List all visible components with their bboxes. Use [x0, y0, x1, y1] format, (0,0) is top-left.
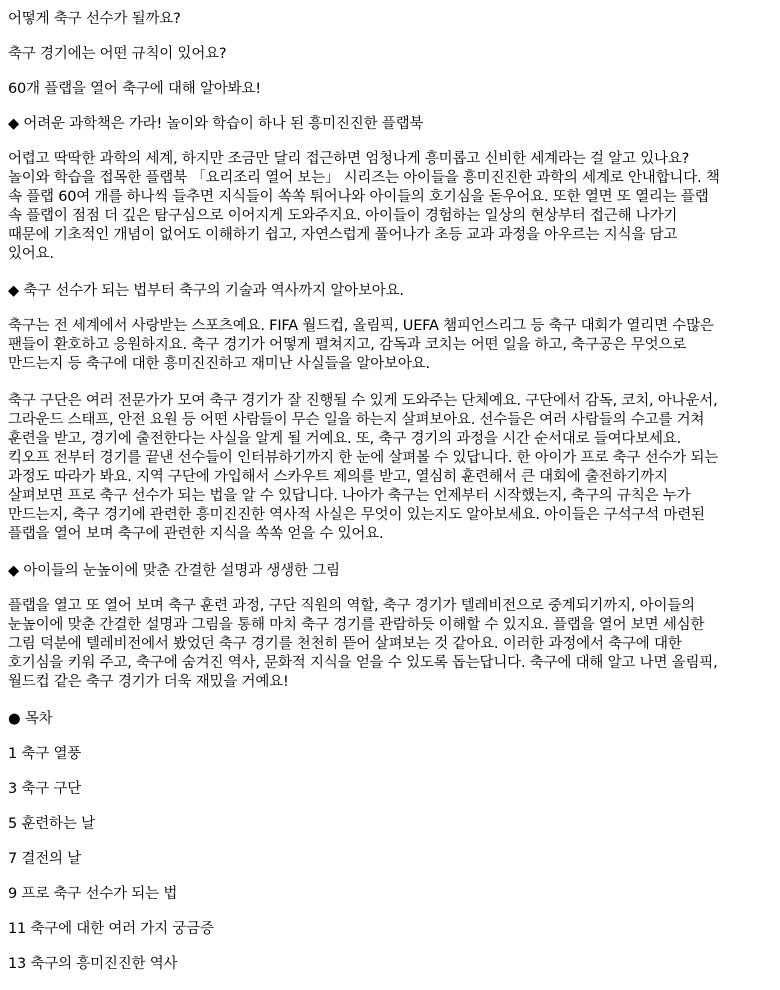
section-body-football-club: 축구 구단은 여러 전문가가 모여 축구 경기가 잘 진행될 수 있게 도와주는 단체예요. 구단에서 감독, 코치, 아나운서, 그라운드 스태프, 안전 요원 등 어떤 사람들이 무슨 일을 하는지 살펴보아요. 선수들은 여러 사람들의 수고를 거쳐 훈련을 받고, 경기에 출전한다는 사실을 알게 될 거예요. 또, 축구 경기의 과정을 시간 순서대로 들여다보세요. 킥오프 전부터 경기를 끝낸 선수들이 인터뷰하기까지 한 눈에 살펴볼 수 있답니다. 한 아이가 프로 축구 선수가 되는 과정도 따라가 봐요. 지역 구단에 가입해서 스카우트 제의를 받고, 열심히 훈련해서 큰 대회에 출전하기까지 살펴보면 프로 축구 선수가 되는 법을 알 수 있답니다. 나아가 축구는 언제부터 시작했는지, 축구의 규칙은 누가 만드는지, 축구 경기에 관련한 흥미진진한 역사적 사실은 무엇이 있는지도 알아보세요. 아이들은 구석구석 마련된 플랩을 열어 보며 축구에 관련한 지식을 쏙쏙 얻을 수 있어요.	[8, 393, 719, 542]
toc-heading: ● 목차	[8, 711, 53, 727]
toc-item: 5 훈련하는 날	[8, 816, 95, 832]
toc-list	[8, 745, 774, 974]
section-body-flapbook: 어렵고 딱딱한 과학의 세계, 하지만 조금만 달리 접근하면 엄청나게 흥미롭고 신비한 세계라는 걸 알고 있나요? 놀이와 학습을 접목한 플랩북 「요리조리 열어 보는」 시리즈는 아이들을 흥미진진한 과학의 세계로 안내합니다. 책 속 플랩 60여 개를 하나씩 들추면 지식들이 쏙쏙 튀어나와 아이들의 호기심을 돋우어요. 또한 열면 또 열리는 플랩 속 플랩이 점점 더 깊은 탐구심으로 이어지게 도와주지요. 아이들이 경험하는 일상의 현상부터 접근해 나가기 때문에 기초적인 개념이 없어도 이해하기 쉽고, 자연스럽게 풀어나가 초등 교과 과정을 아우르는 지식을 담고 있어요.	[8, 151, 720, 262]
toc-item: 7 결전의 날	[8, 851, 82, 867]
section-heading-flapbook: ◆ 어려운 과학책은 가라! 놀이와 학습이 하나 된 흥미진진한 플랩북	[8, 116, 424, 132]
section-body-illustrations: 플랩을 열고 또 열어 보며 축구 훈련 과정, 구단 직원의 역할, 축구 경기가 텔레비전으로 중계되기까지, 아이들의 눈높이에 맞춘 간결한 설명과 그림을 통해 마치 축구 경기를 관람하듯 이해할 수 있지요. 플랩을 열어 보면 세심한 그림 덕분에 텔레비전에서 봤었던 축구 경기를 천천히 뜯어 살펴보는 것 같아요. 이러한 과정에서 축구에 대한 호기심을 키워 주고, 축구에 숨겨진 역사, 문화적 지식을 얻을 수 있도록 돕는답니다. 축구에 대해 알고 나면 올림픽, 월드컵 같은 축구 경기가 더욱 재밌을 거예요!	[8, 598, 718, 690]
section-heading-football: ◆ 축구 선수가 되는 법부터 축구의 기술과 역사까지 알아보아요.	[8, 283, 404, 299]
toc-item: 1 축구 열풍	[8, 746, 82, 762]
intro-tagline: 60개 플랩을 열어 축구에 대해 알아봐요!	[8, 81, 261, 97]
intro-question-2: 축구 경기에는 어떤 규칙이 있어요?	[8, 46, 227, 62]
book-description-document	[8, 10, 774, 990]
section-body-football-intro: 축구는 전 세계에서 사랑받는 스포츠예요. FIFA 월드컵, 올림픽, UEFA 챔피언스리그 등 축구 대회가 열리면 수많은 팬들이 환호하고 응원하지요. 축구 경기가 어떻게 펼쳐지고, 감독과 코치는 어떤 일을 하고, 축구공은 무엇으로 만드는지 등 축구에 대한 흥미진진하고 재미난 사실들을 알아보아요.	[8, 318, 714, 372]
section-heading-illustrations: ◆ 아이들의 눈높이에 맞춘 간결한 설명과 생생한 그림	[8, 563, 340, 579]
toc-item: 11 축구에 대한 여러 가지 궁금증	[8, 921, 214, 937]
toc-item: 9 프로 축구 선수가 되는 법	[8, 886, 178, 902]
toc-item: 3 축구 구단	[8, 781, 82, 797]
toc-item: 13 축구의 흥미진진한 역사	[8, 956, 178, 972]
intro-question-1: 어떻게 축구 선수가 될까요?	[8, 11, 181, 27]
